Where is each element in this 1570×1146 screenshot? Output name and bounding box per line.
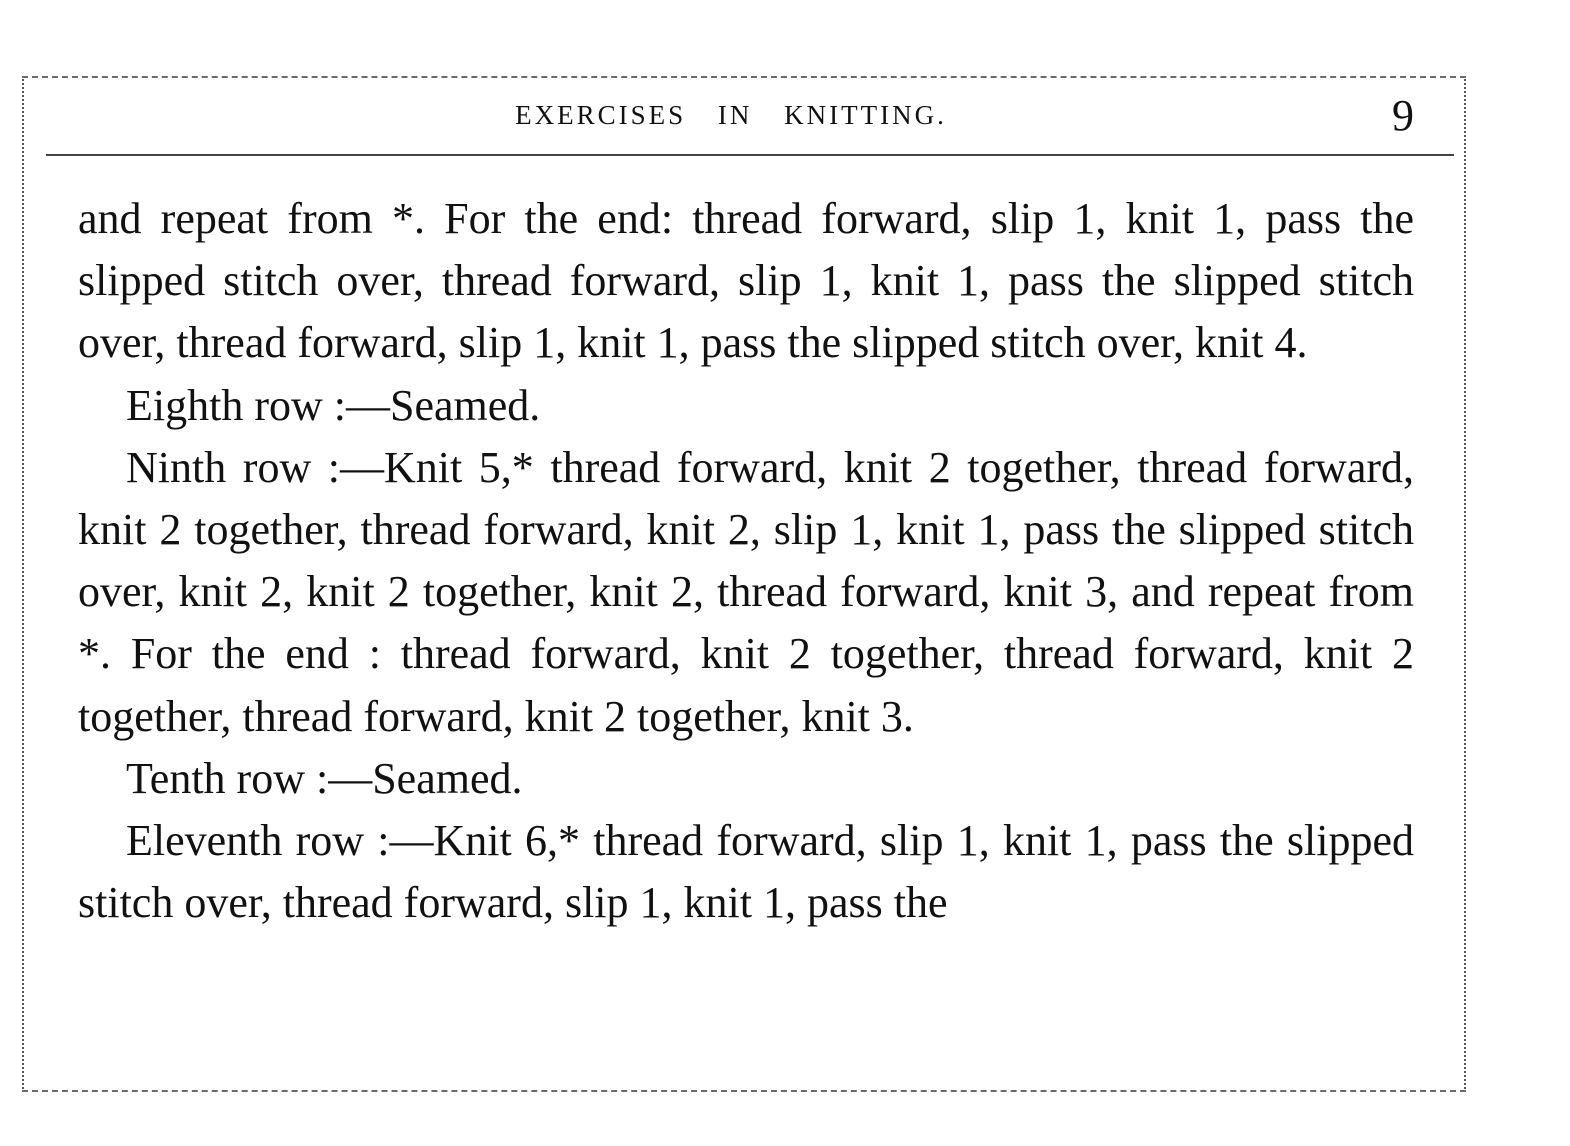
- header-title: EXERCISES IN KNITTING.: [515, 100, 947, 130]
- body-text: [78, 188, 1414, 934]
- paragraph-eleventh-row: Eleventh row :—Knit 6,* thread forward, slip 1, knit 1, pass the slipped stitch over, thread forward, slip 1, knit 1, pass the: [78, 816, 1414, 928]
- page-number: 9: [1392, 91, 1414, 140]
- header-rule: [46, 154, 1454, 156]
- paragraph-eighth-row: Eighth row :—Seamed.: [126, 380, 541, 430]
- paragraph-ninth-row: Ninth row :—Knit 5,* thread forward, knit 2 together, thread forward, knit 2 together, thread forward, knit 2, slip 1, knit 1, pass the slipped stitch over, knit 2, knit 2 together, knit 2, thread forward, knit 3, and repeat from *. For the end : thread forward, knit 2 together, thread forward, knit 2 together, thread forward, knit 2 together, knit 3.: [78, 442, 1414, 741]
- paragraph-tenth-row: Tenth row :—Seamed.: [126, 753, 523, 803]
- running-header: [46, 92, 1416, 142]
- paragraph-continuation: and repeat from *. For the end: thread forward, slip 1, knit 1, pass the slipped stitch over, thread forward, slip 1, knit 1, pass the slipped stitch over, thread forward, slip 1, knit 1, pass the slipped stitch over, knit 4.: [78, 194, 1414, 368]
